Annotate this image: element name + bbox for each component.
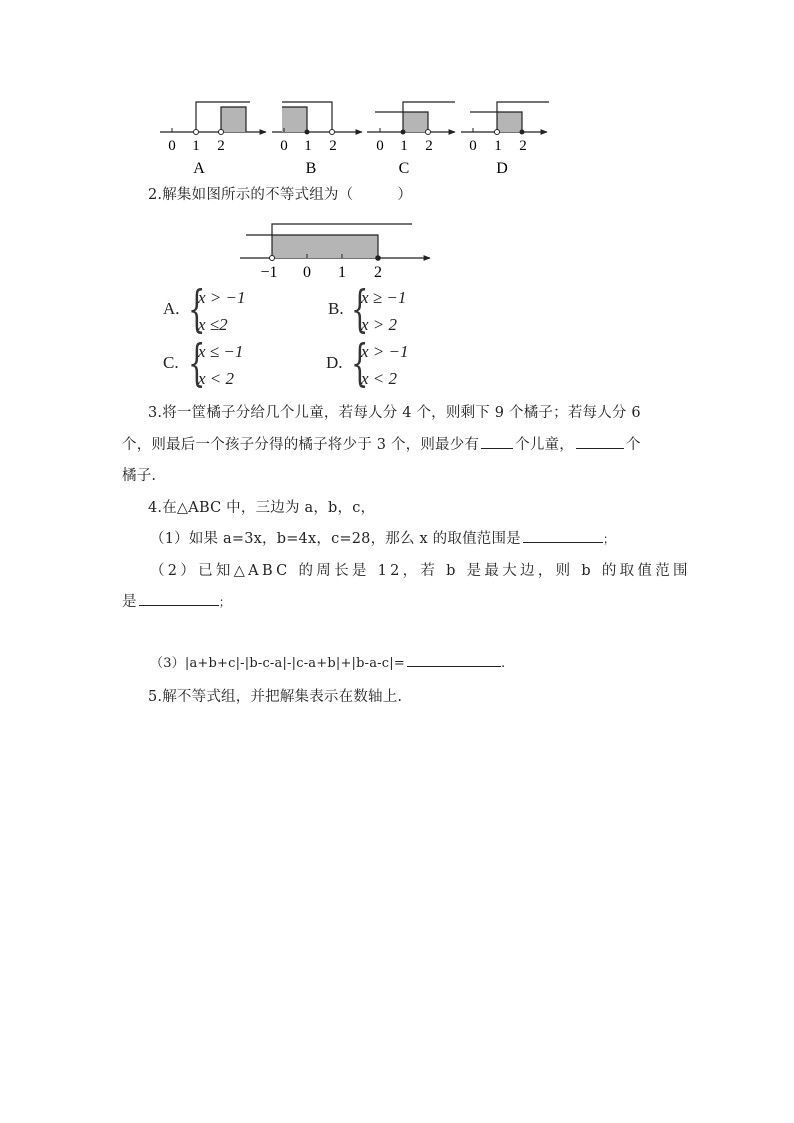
q4-part1-end: ； xyxy=(602,532,616,546)
q2-tick-2: 2 xyxy=(374,264,382,281)
q1-figure-b xyxy=(272,102,362,177)
q4-part3-blank[interactable] xyxy=(407,666,501,667)
q1c-tick-2: 2 xyxy=(425,138,433,154)
q4-part2-blank[interactable] xyxy=(139,605,219,606)
q1c-tick-1: 1 xyxy=(400,138,408,154)
q2-option-d-line1: x > −1 xyxy=(361,342,409,361)
q2-option-b-brace: { xyxy=(351,280,369,338)
q1d-tick-0: 0 xyxy=(469,138,477,154)
q4-part2-text: 是 xyxy=(122,594,137,610)
q1-number-lines xyxy=(150,92,560,182)
q3-line1: 3.将一筐橘子分给几个儿童，若每人分 4 个，则剩下 9 个橘子；若每人分 6 xyxy=(148,405,641,421)
q1b-tick-2: 2 xyxy=(329,138,337,154)
q2-option-a-line1: x > −1 xyxy=(198,288,246,307)
q2-tick-neg1: −1 xyxy=(260,264,278,281)
q2-option-c-label: C. xyxy=(163,353,179,372)
q4-part3-text: （3）|a+b+c|-|b-c-a|-|c-a+b|+|b-a-c|= xyxy=(150,656,405,671)
q3-blank-children[interactable] xyxy=(481,448,513,449)
q1b-tick-0: 0 xyxy=(280,138,288,154)
q1d-tick-1: 1 xyxy=(494,138,502,154)
q4-part1-text: （1）如果 a=3x，b=4x，c=28，那么 x 的取值范围是 xyxy=(150,531,521,547)
q2-tick-1: 1 xyxy=(338,264,346,281)
q1a-tick-1: 1 xyxy=(192,138,200,154)
q1-figure-d xyxy=(461,102,549,177)
q3-line2-text-b: 个儿童， xyxy=(515,437,574,453)
q3-line3: 橘子. xyxy=(122,468,157,484)
q1d-letter: D xyxy=(496,160,508,177)
q1a-tick-0: 0 xyxy=(168,138,176,154)
q4-part1-blank[interactable] xyxy=(523,542,603,543)
q1b-tick-1: 1 xyxy=(304,138,312,154)
q2-option-c-line1: x ≤ −1 xyxy=(198,342,244,361)
q2-option-b-system xyxy=(361,284,406,338)
q2-option-a-line2: x ≤2 xyxy=(198,315,228,334)
q1d-tick-2: 2 xyxy=(519,138,527,154)
q1-figure-c xyxy=(367,102,455,177)
q4-part3 xyxy=(150,654,505,674)
q2-option-a-system xyxy=(198,284,246,338)
q2-option-d-brace: { xyxy=(351,334,369,392)
q3-line2 xyxy=(122,435,641,455)
q3-blank-oranges[interactable] xyxy=(576,448,624,449)
q4-part2-line1: （2）已知△ABC 的周长是 12，若 b 是最大边，则 b 的取值范围 xyxy=(150,563,691,579)
q2-tick-0: 0 xyxy=(303,264,311,281)
q2-option-d-label: D. xyxy=(326,353,343,372)
q2-option-b-line2: x > 2 xyxy=(361,315,398,334)
q3-line2-text-c: 个 xyxy=(625,437,641,453)
q2-option-d-system xyxy=(361,338,409,392)
q4-part1 xyxy=(150,529,615,549)
q1c-tick-0: 0 xyxy=(376,138,384,154)
q2-option-c-brace: { xyxy=(188,334,206,392)
q2-option-d-line2: x < 2 xyxy=(361,369,398,388)
q2-number-line xyxy=(236,218,436,284)
q2-option-c-system xyxy=(198,338,243,392)
q3-line2-text-a: 个，则最后一个孩子分得的橘子将少于 3 个，则最少有 xyxy=(122,437,480,453)
q4-part2-end: ； xyxy=(218,595,231,609)
q2-option-c-line2: x < 2 xyxy=(198,369,235,388)
q2-question: 2.解集如图所示的不等式组为（ ） xyxy=(148,187,413,203)
q2-option-b-label: B. xyxy=(328,299,344,318)
q4-part2-line2 xyxy=(122,592,231,612)
q2-option-a-label: A. xyxy=(163,299,180,318)
q5-text: 5.解不等式组，并把解集表示在数轴上. xyxy=(148,689,403,705)
q2-option-b-line1: x ≥ −1 xyxy=(361,288,407,307)
q2-option-a-brace: { xyxy=(188,280,206,338)
q1c-letter: C xyxy=(398,160,410,177)
q4-part3-end: . xyxy=(500,656,506,671)
q1-figure-a xyxy=(160,102,266,177)
q4-intro: 4.在△ABC 中，三边为 a，b，c， xyxy=(148,500,376,516)
q1a-tick-2: 2 xyxy=(217,138,225,154)
q1a-letter: A xyxy=(193,160,205,177)
q1b-letter: B xyxy=(305,160,317,177)
